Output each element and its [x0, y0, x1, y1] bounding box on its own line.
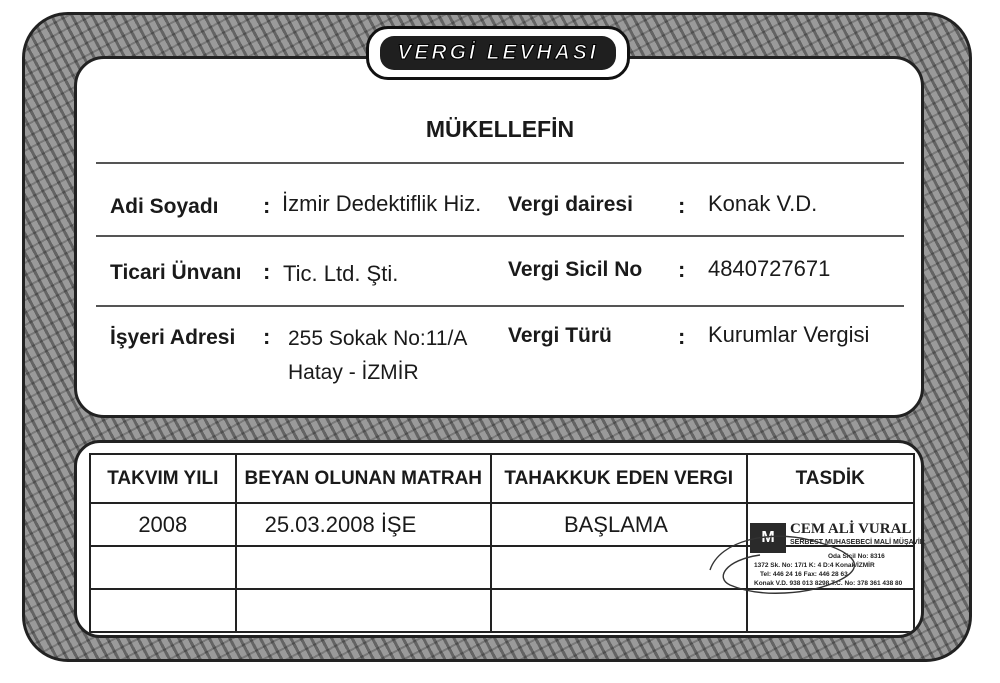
tax-number-value: 4840727671: [708, 256, 831, 281]
table-cell: [236, 589, 491, 632]
stamp-name: CEM ALİ VURAL: [790, 521, 912, 537]
table-header-row: [90, 454, 914, 503]
table-cell: BAŞLAMA: [491, 503, 747, 546]
table-cell: [236, 546, 491, 589]
tax-type-label: Vergi Türü: [508, 324, 612, 347]
stamp-line: 1372 Sk. No: 17/1 K: 4 D:4 Konak/İZMİR: [754, 562, 875, 569]
tax-office-label: Vergi dairesi: [508, 193, 633, 216]
tax-type-value: Kurumlar Vergisi: [708, 322, 870, 347]
stamp-logo: M: [750, 523, 786, 553]
table-cell: 2008: [90, 503, 236, 546]
column-header: TAHAKKUK EDEN VERGI: [491, 454, 747, 503]
table-cell: [90, 546, 236, 589]
title-badge: [366, 26, 630, 80]
colon: :: [263, 259, 271, 284]
badge-title: VERGİ LEVHASI: [380, 36, 616, 70]
colon: :: [263, 193, 271, 218]
divider-line: [96, 162, 904, 164]
divider-line: [96, 235, 904, 237]
address-line-1: 255 Sokak No:11/A: [288, 327, 468, 350]
stamp-subtitle: SERBEST MUHASEBECİ MALİ MÜŞAVİR: [790, 539, 925, 546]
name-label: Adi Soyadı: [110, 195, 219, 218]
column-header: TAKVIM YILI: [90, 454, 236, 503]
address-label: İşyeri Adresi: [110, 326, 236, 349]
signature: [700, 520, 880, 600]
taxpayer-panel: [74, 56, 924, 418]
name-value: İzmir Dedektiflik Hiz.: [282, 191, 482, 216]
column-header: TASDİK: [747, 454, 914, 503]
section-heading: MÜKELLEFİN: [425, 116, 575, 142]
stamp-line: Oda Sicil No: 8316: [828, 553, 885, 560]
table-cell: [90, 589, 236, 632]
colon: :: [678, 324, 686, 349]
colon: :: [263, 324, 271, 349]
tax-number-label: Vergi Sicil No: [508, 258, 643, 281]
trade-name-value: Tic. Ltd. Şti.: [283, 261, 399, 286]
stamp-line: Konak V.D. 938 013 8298 T.C. No: 378 361 438 80: [754, 580, 903, 587]
tax-office-value: Konak V.D.: [708, 191, 818, 216]
divider-line: [96, 305, 904, 307]
column-header: BEYAN OLUNAN MATRAH: [236, 454, 491, 503]
address-line-2: Hatay - İZMİR: [288, 361, 419, 384]
stamp-line: Tel: 446 24 16 Fax: 446 28 63: [760, 571, 848, 578]
colon: :: [678, 257, 686, 282]
trade-name-label: Ticari Ünvanı: [110, 261, 242, 284]
table-cell: 25.03.2008 İŞE: [236, 503, 491, 546]
colon: :: [678, 193, 686, 218]
